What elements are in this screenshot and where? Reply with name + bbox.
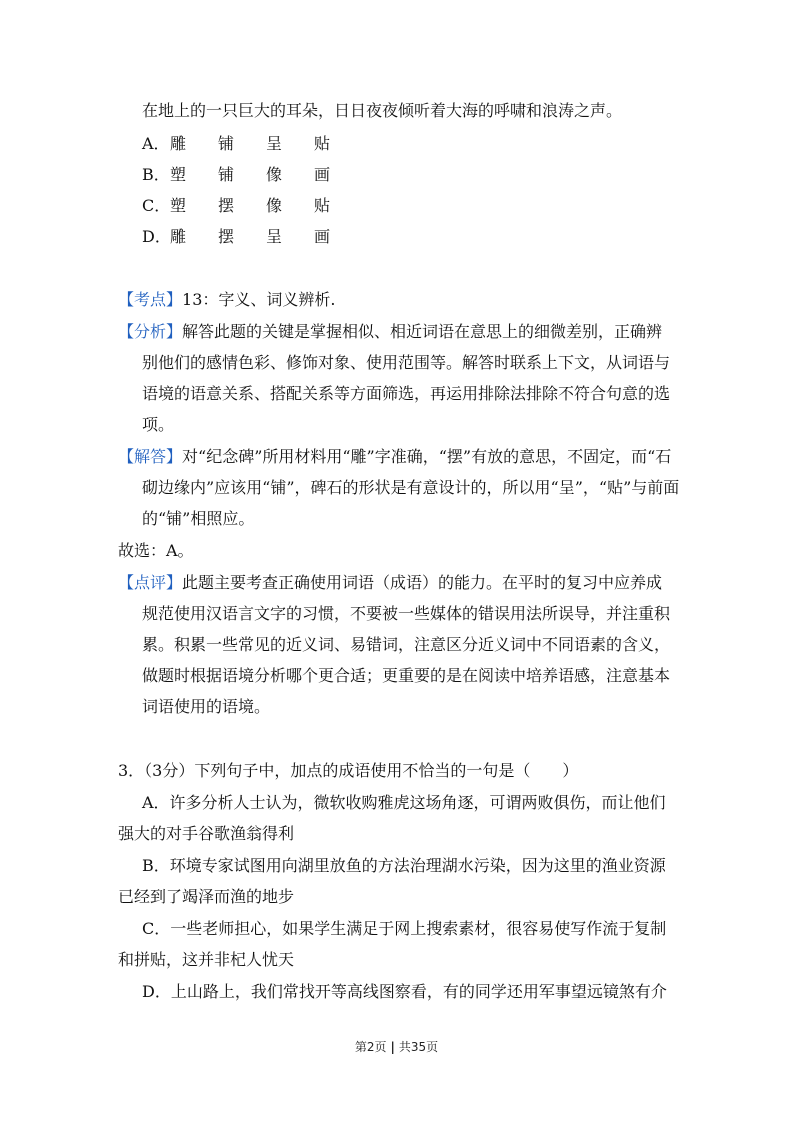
option-word: 雕 <box>170 134 187 153</box>
option-word: 贴 <box>314 196 331 215</box>
option-word: 像 <box>266 165 283 184</box>
option-word: 雕 <box>170 227 187 246</box>
option-word: 画 <box>314 165 331 184</box>
question-3-stem: 3．（3分）下列句子中，加点的成语使用不恰当的一句是（ ） <box>118 761 579 780</box>
option-word: 呈 <box>266 227 283 246</box>
q3-option-b-line-2: 已经到了竭泽而渔的地步 <box>118 887 295 906</box>
jieda-line-1 <box>118 446 671 468</box>
q2-option-d <box>142 226 362 248</box>
fenxi-line-2: 别他们的感情色彩、修饰对象、使用范围等。解答时联系上下文，从词语与 <box>142 353 671 372</box>
q3-option-b-line-1: B．环境专家试图用向湖里放鱼的方法治理湖水污染，因为这里的渔业资源 <box>142 856 666 875</box>
jieda-tag: 【解答】 <box>118 447 183 466</box>
dianping-line-2: 规范使用汉语言文字的习惯，不要被一些媒体的错误用法所误导，并注重积 <box>142 604 671 623</box>
option-word: 铺 <box>218 134 235 153</box>
option-word: 画 <box>314 227 331 246</box>
answer-line: 故选：A。 <box>118 541 194 560</box>
option-word: 呈 <box>266 134 283 153</box>
fenxi-line-4: 项。 <box>142 415 175 434</box>
jieda-line-2: 砌边缘内”应该用“铺”，碑石的形状是有意设计的，所以用“呈”，“贴”与前面 <box>142 478 680 497</box>
fenxi-tag: 【分析】 <box>118 322 183 341</box>
fenxi-line-3: 语境的语意关系、搭配关系等方面筛选，再运用排除法排除不符合句意的选 <box>142 384 671 403</box>
q2-option-b <box>142 164 362 186</box>
footer-separator: | <box>390 1040 395 1054</box>
option-letter: A． <box>142 134 170 153</box>
option-word: 像 <box>266 196 283 215</box>
q3-option-a-line-2: 强大的对手谷歌渔翁得利 <box>118 824 295 843</box>
option-word: 摆 <box>218 196 235 215</box>
option-letter: C． <box>142 196 171 215</box>
option-word: 塑 <box>170 196 187 215</box>
jieda-line-3: 的“铺”相照应。 <box>142 509 255 528</box>
dianping-line-3: 累。积累一些常见的近义词、易错词，注意区分近义词中不同语素的含义， <box>142 635 671 654</box>
q3-option-d-line-1: D．上山路上，我们常找开等高线图察看，有的同学还用军事望远镜煞有介 <box>142 982 667 1001</box>
dianping-line-1 <box>118 572 662 594</box>
q3-option-c-line-2: 和拼贴，这并非杞人忧天 <box>118 950 295 969</box>
page-number: 第2页 <box>354 1040 387 1054</box>
page-total: 共35页 <box>398 1040 439 1054</box>
page-footer <box>0 1038 793 1055</box>
q2-option-a <box>142 133 362 155</box>
option-word: 铺 <box>218 165 235 184</box>
intro-text: 在地上的一只巨大的耳朵，日日夜夜倾听着大海的呼啸和浪涛之声。 <box>142 101 623 120</box>
kaodian-line <box>118 289 335 311</box>
dianping-text: 此题主要考查正确使用词语（成语）的能力。在平时的复习中应养成 <box>182 573 663 592</box>
dianping-tag: 【点评】 <box>118 573 183 592</box>
q3-option-a-line-1: A．许多分析人士认为，微软收购雅虎这场角逐，可谓两败俱伤，而让他们 <box>142 793 666 812</box>
dianping-line-4: 做题时根据语境分析哪个更合适；更重要的是在阅读中培养语感，注意基本 <box>142 666 671 685</box>
option-word: 摆 <box>218 227 235 246</box>
fenxi-line-1 <box>118 321 662 343</box>
kaodian-text: 13：字义、词义辨析. <box>182 290 336 309</box>
kaodian-tag: 【考点】 <box>118 290 183 309</box>
jieda-text: 对“纪念碑”所用材料用“雕”字准确，“摆”有放的意思，不固定，而“石 <box>182 447 672 466</box>
option-letter: B． <box>142 165 170 184</box>
dianping-line-5: 词语使用的语境。 <box>142 697 271 716</box>
q2-option-c <box>142 195 362 217</box>
fenxi-text: 解答此题的关键是掌握相似、相近词语在意思上的细微差别，正确辨 <box>182 322 663 341</box>
option-word: 贴 <box>314 134 331 153</box>
option-word: 塑 <box>170 165 187 184</box>
option-letter: D． <box>142 227 171 246</box>
q3-option-c-line-1: C．一些老师担心，如果学生满足于网上搜索素材，很容易使写作流于复制 <box>142 919 667 938</box>
